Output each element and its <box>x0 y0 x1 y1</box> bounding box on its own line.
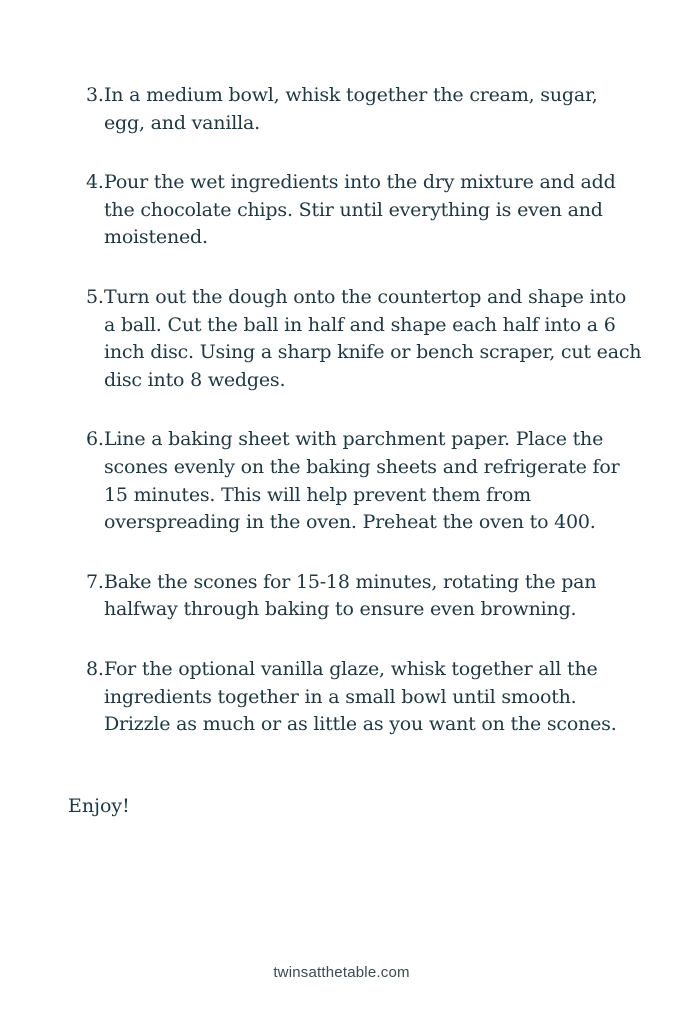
recipe-step <box>0 82 683 137</box>
step-text: Line a baking sheet with parchment paper. Place the scones evenly on the baking sheets and refrigerate for 15 minutes. This will help prevent them from overspreading in the oven. Preheat the oven to 400. <box>104 428 620 534</box>
recipe-step <box>0 656 683 739</box>
step-text: For the optional vanilla glaze, whisk together all the ingredients together in a small bowl until smooth. Drizzle as much or as little as you want on the scones. <box>104 657 617 736</box>
step-number: 8. <box>86 657 104 680</box>
recipe-step <box>0 284 683 394</box>
step-text: Pour the wet ingredients into the dry mixture and add the chocolate chips. Stir until everything is even and moistened. <box>104 171 616 249</box>
step-text: Bake the scones for 15-18 minutes, rotating the pan halfway through baking to ensure even browning. <box>104 570 597 621</box>
site-footer-url: twinsatthetable.com <box>273 964 410 981</box>
step-number: 5. <box>86 285 104 308</box>
step-number: 6. <box>86 428 104 451</box>
step-number: 4. <box>86 171 104 194</box>
step-text: Turn out the dough onto the countertop and shape into a ball. Cut the ball in half and shape each half into a 6 inch disc. Using a sharp knife or bench scraper, cut each disc into 8 wedges. <box>104 285 642 391</box>
recipe-steps-list <box>0 82 683 771</box>
recipe-step <box>0 426 683 536</box>
recipe-step <box>0 169 683 252</box>
step-number: 7. <box>86 570 104 593</box>
recipe-step <box>0 569 683 624</box>
closing-text: Enjoy! <box>68 795 130 817</box>
step-text: In a medium bowl, whisk together the cream, sugar, egg, and vanilla. <box>104 84 598 134</box>
step-number: 3. <box>86 84 104 106</box>
